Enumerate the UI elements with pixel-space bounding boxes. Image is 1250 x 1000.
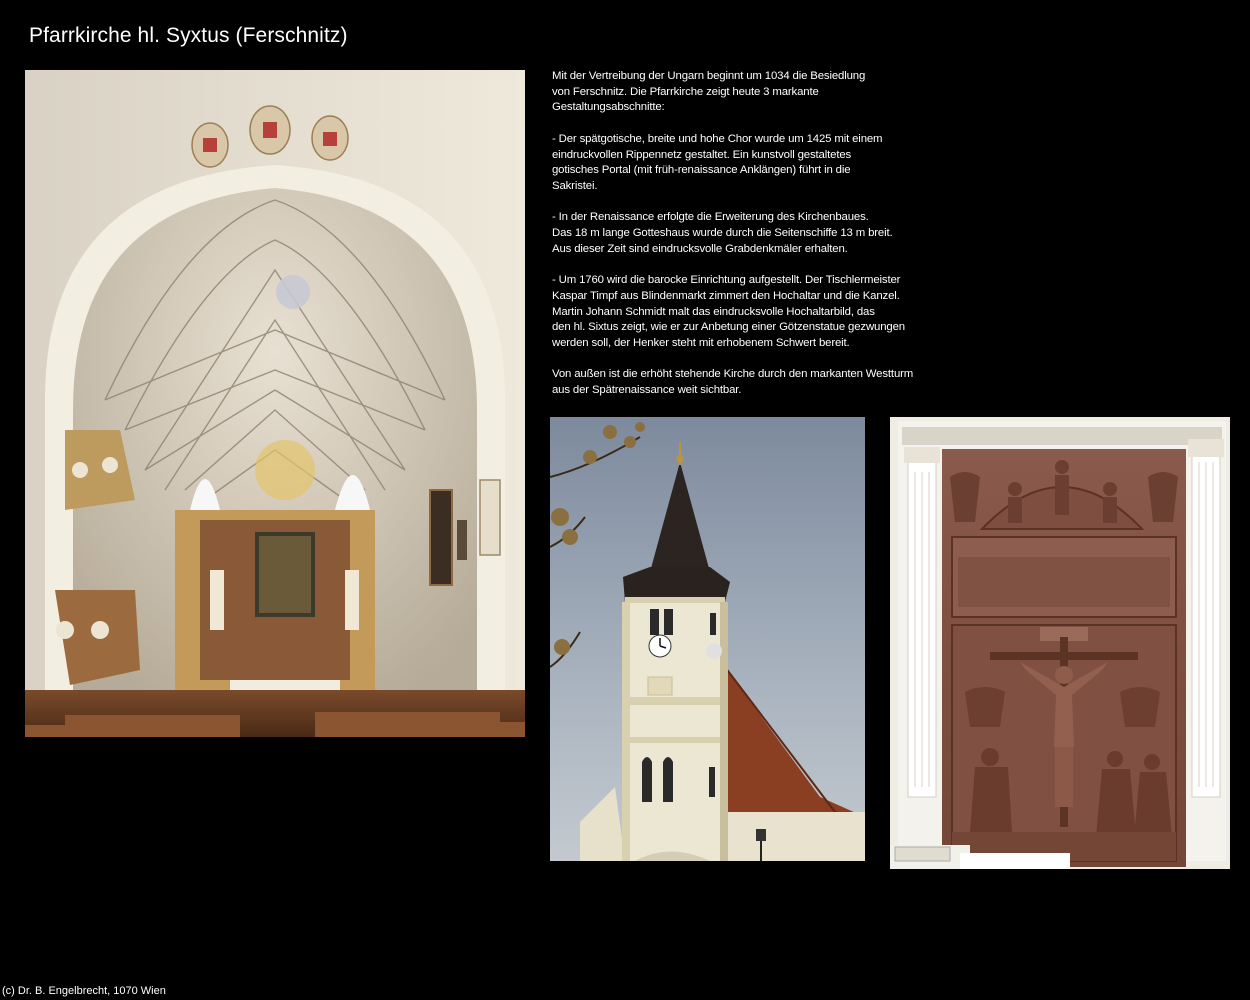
description-paragraph-1: Mit der Vertreibung der Ungarn beginnt um 1034 die Besiedlung von Ferschnitz. Die Pfarrkirche zeigt heute 3 markante Gestaltungsabschnitte:	[552, 70, 866, 114]
church-interior-photo[interactable]	[25, 70, 525, 737]
description-paragraph-5: Von außen ist die erhöht stehende Kirche durch den markanten Westturm aus der Spätrenaissance weit sichtbar.	[552, 368, 914, 396]
church-interior-image	[25, 70, 525, 737]
description-paragraph-4: - Um 1760 wird die barocke Einrichtung aufgestellt. Der Tischlermeister Kaspar Timpf aus Blindenmarkt zimmert den Hochaltar und die Kanzel. Martin Johann Schmidt malt das eindrucksvolle Hochaltarbild, das den hl. Sixtus zeigt, wie er zur Anbetung einer Götzenstatue gezwungen werden soll, der Henker steht mit erhobenem Schwert bereit.	[552, 274, 905, 349]
description-paragraph-3: - In der Renaissance erfolgte die Erweiterung des Kirchenbaues. Das 18 m lange Gotteshaus wurde durch die Seitenschiffe 13 m breit. Aus dieser Zeit sind eindrucksvolle Grabdenkmäler erhalten.	[552, 211, 893, 255]
tombstone-relief-image	[890, 417, 1230, 869]
page-title: Pfarrkirche hl. Syxtus (Ferschnitz)	[29, 24, 348, 47]
copyright-notice: (c) Dr. B. Engelbrecht, 1070 Wien	[2, 985, 166, 997]
description-text	[552, 69, 962, 414]
church-tower-image	[550, 417, 865, 861]
tombstone-relief-photo[interactable]	[890, 417, 1230, 869]
description-paragraph-2: - Der spätgotische, breite und hohe Chor wurde um 1425 mit einem eindruckvollen Rippennetz gestaltet. Ein kunstvoll gestaltetes gotisches Portal (mit früh-renaissance Anklängen) führt in die Sakristei.	[552, 132, 883, 192]
church-tower-photo[interactable]	[550, 417, 865, 861]
